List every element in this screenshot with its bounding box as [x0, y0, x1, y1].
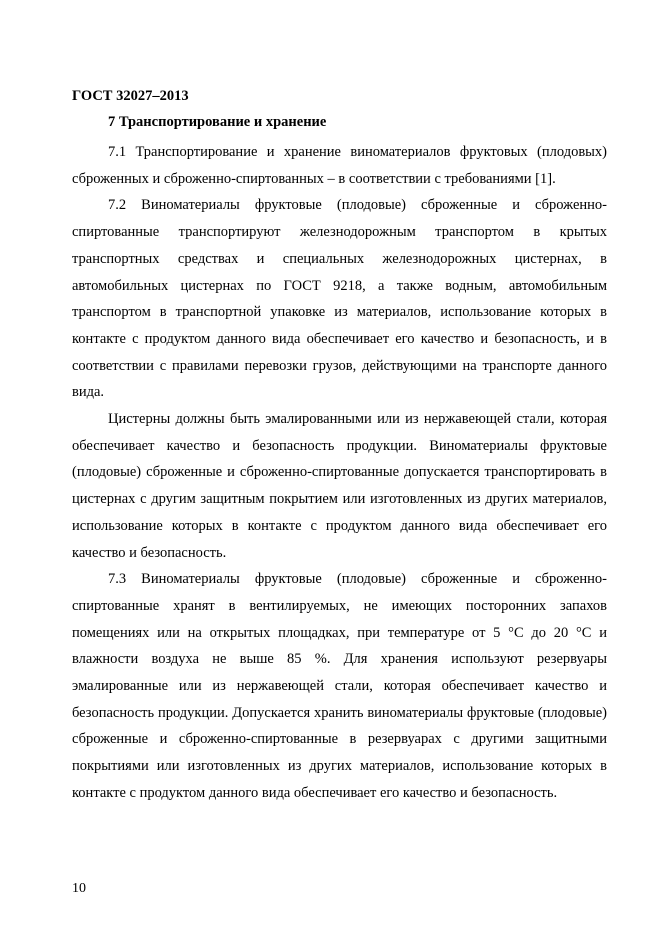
paragraph-7-1: 7.1 Транспортирование и хранение виноматериалов фруктовых (плодовых) сброженных и сброженно-спиртованных – в соответствии с требованиями [1].: [72, 144, 607, 187]
paragraph-7-3: 7.3 Виноматериалы фруктовые (плодовые) сброженные и сброженно-спиртованные хранят в вентилируемых, не имеющих посторонних запахов помещениях или на открытых площадках, при температуре от 5 °С до 20 °С и влажности воздуха не выше 85 %. Для хранения используют резервуары эмалированные или из нержавеющей стали, которая обеспечивает качество и безопасность продукции. Допускается хранить виноматериалы фруктовые (плодовые) сброженные и сброженно-спиртованные в резервуарах с другими защитными покрытиями или изготовленных из других материалов, использование которых в контакте с продуктом данного вида обеспечивает его качество и безопасность.: [72, 571, 607, 801]
paragraph-tanks: Цистерны должны быть эмалированными или из нержавеющей стали, которая обеспечивает качество и безопасность продукции. Виноматериалы фруктовые (плодовые) сброженные и сброженно-спиртованные допускается транспортировать в цистернах с другим защитным покрытием или изготовленных из других материалов, использование которых в контакте с продуктом данного вида обеспечивает его качество и безопасность.: [72, 411, 607, 561]
paragraph-7-2: 7.2 Виноматериалы фруктовые (плодовые) сброженные и сброженно-спиртованные транспортируют железнодорожным транспортом в крытых транспортных средствах и специальных железнодорожных цистернах, в автомобильных цистернах по ГОСТ 9218, а также водным, автомобильным транспортом в транспортной упаковке из материалов, использование которых в контакте с продуктом данного вида обеспечивает его качество и безопасность, и в соответствии с правилами перевозки грузов, действующими на транспорте данного вида.: [72, 197, 607, 401]
section-title: 7 Транспортирование и хранение: [108, 114, 327, 130]
document-page: [72, 86, 607, 807]
page-number: 10: [72, 881, 86, 896]
document-code: ГОСТ 32027–2013: [72, 88, 189, 104]
